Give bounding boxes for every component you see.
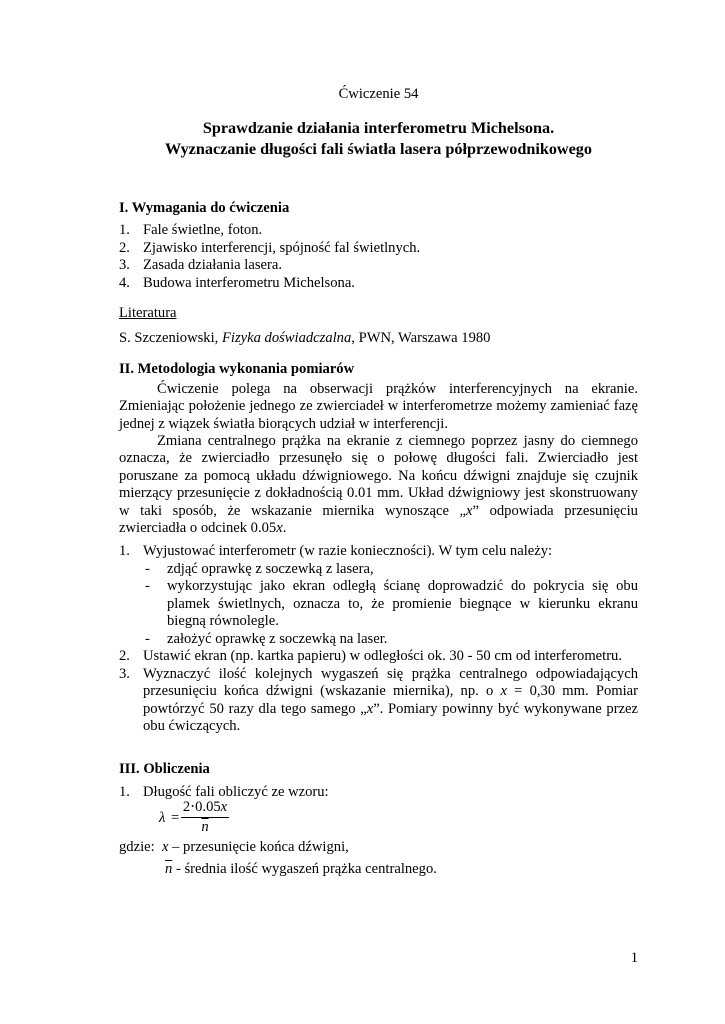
requirements-list xyxy=(119,222,638,292)
list-item: 3. Zasada działania lasera. xyxy=(119,257,282,273)
section-2-heading: II. Metodologia wykonania pomiarów xyxy=(119,361,355,377)
formula-numerator: 2⋅0.05x xyxy=(182,799,228,815)
list-item: 2. Zjawisko interferencji, spójność fal świetlnych. xyxy=(119,239,421,256)
definition-n: $\overline{n}$ - średnia ilość wygaszeń prążka centralnego. xyxy=(165,861,437,877)
procedure-list xyxy=(119,543,638,736)
list-item: 3. Wyznaczyć ilość kolejnych wygaszeń się prążka centralnego odpowiadających przesunięciu końca dźwigni (wskazanie miernika), np. o x = 0,30 mm. Pomiar powtórzyć 50 razy dla tego samego „x”. Pomiary powinny być wykonywane przez obu ćwiczących. xyxy=(119,665,638,734)
document-title xyxy=(89,118,668,160)
sub-step: - wykorzystując jako ekran odległą ścianę doprowadzić do pokrycia się obu plamek świetlnych, oznacza to, że promienie biegnące w kierunku ekranu biegną równolegle. xyxy=(145,578,638,629)
book-title: Fizyka doświadczalna xyxy=(221,330,352,346)
title-line-2: Wyznaczanie długości fali światła lasera półprzewodnikowego xyxy=(164,140,592,158)
sub-step: - zdjąć oprawkę z soczewką z lasera, xyxy=(145,560,374,577)
definition-x: gdzie: x – przesunięcie końca dźwigni, xyxy=(119,839,349,855)
fraction-bar xyxy=(181,817,229,818)
lambda-symbol: λ xyxy=(159,810,166,826)
exercise-number: Ćwiczenie 54 xyxy=(338,86,419,102)
methodology-paragraph-2: Zmiana centralnego prążka na ekranie z ciemnego poprzez jasny do ciemnego oznacza, że zwierciadło przesunęło się o połowę długości fali. Zwierciadło jest poruszane za pomocą układu dźwigniowego. Na końcu dźwigni znajduje się czujnik mierzący przesunięcie z dokładnością 0.01 mm. Układ dźwigniowy jest skonstruowany w taki sposób, że wskazanie miernika wynoszące „x” odpowiada przesunięciu zwierciadła o odcinek 0.05x. xyxy=(119,433,638,537)
sub-step: - założyć oprawkę z soczewką na laser. xyxy=(145,630,388,647)
literature-reference: S. Szczeniowski, Fizyka doświadczalna, PWN, Warszawa 1980 xyxy=(119,330,491,346)
section-3-heading: III. Obliczenia xyxy=(119,761,210,777)
literature-heading: Literatura xyxy=(119,305,177,321)
page-number: 1 xyxy=(630,950,638,966)
formula-denominator: $\overline{n}$ xyxy=(201,819,209,835)
list-item: 2. Ustawić ekran (np. kartka papieru) w odległości ok. 30 - 50 cm od interferometru. xyxy=(119,648,623,664)
list-item: 1. Fale świetlne, foton. xyxy=(119,222,263,238)
list-item: 1. Długość fali obliczyć ze wzoru: xyxy=(119,784,329,800)
document-page xyxy=(119,0,638,1024)
list-item: 1. Wyjustować interferometr (w razie konieczności). W tym celu należy: xyxy=(119,543,553,559)
list-item: 4. Budowa interferometru Michelsona. xyxy=(119,274,355,291)
methodology-paragraph-1: Ćwiczenie polega na obserwacji prążków interferencyjnych na ekranie. Zmieniając położenie jednego ze zwierciadeł w interferometrze możemy zamieniać fazę jednej z wiązek światła biorących udział w interferencji. xyxy=(119,381,638,432)
symbol-definitions xyxy=(119,836,437,880)
wavelength-formula: λ = 2⋅0.05x $\overline{n}$ xyxy=(159,799,228,835)
title-line-1: Sprawdzanie działania interferometru Michelsona. xyxy=(202,119,555,137)
section-1-heading: I. Wymagania do ćwiczenia xyxy=(119,200,290,216)
